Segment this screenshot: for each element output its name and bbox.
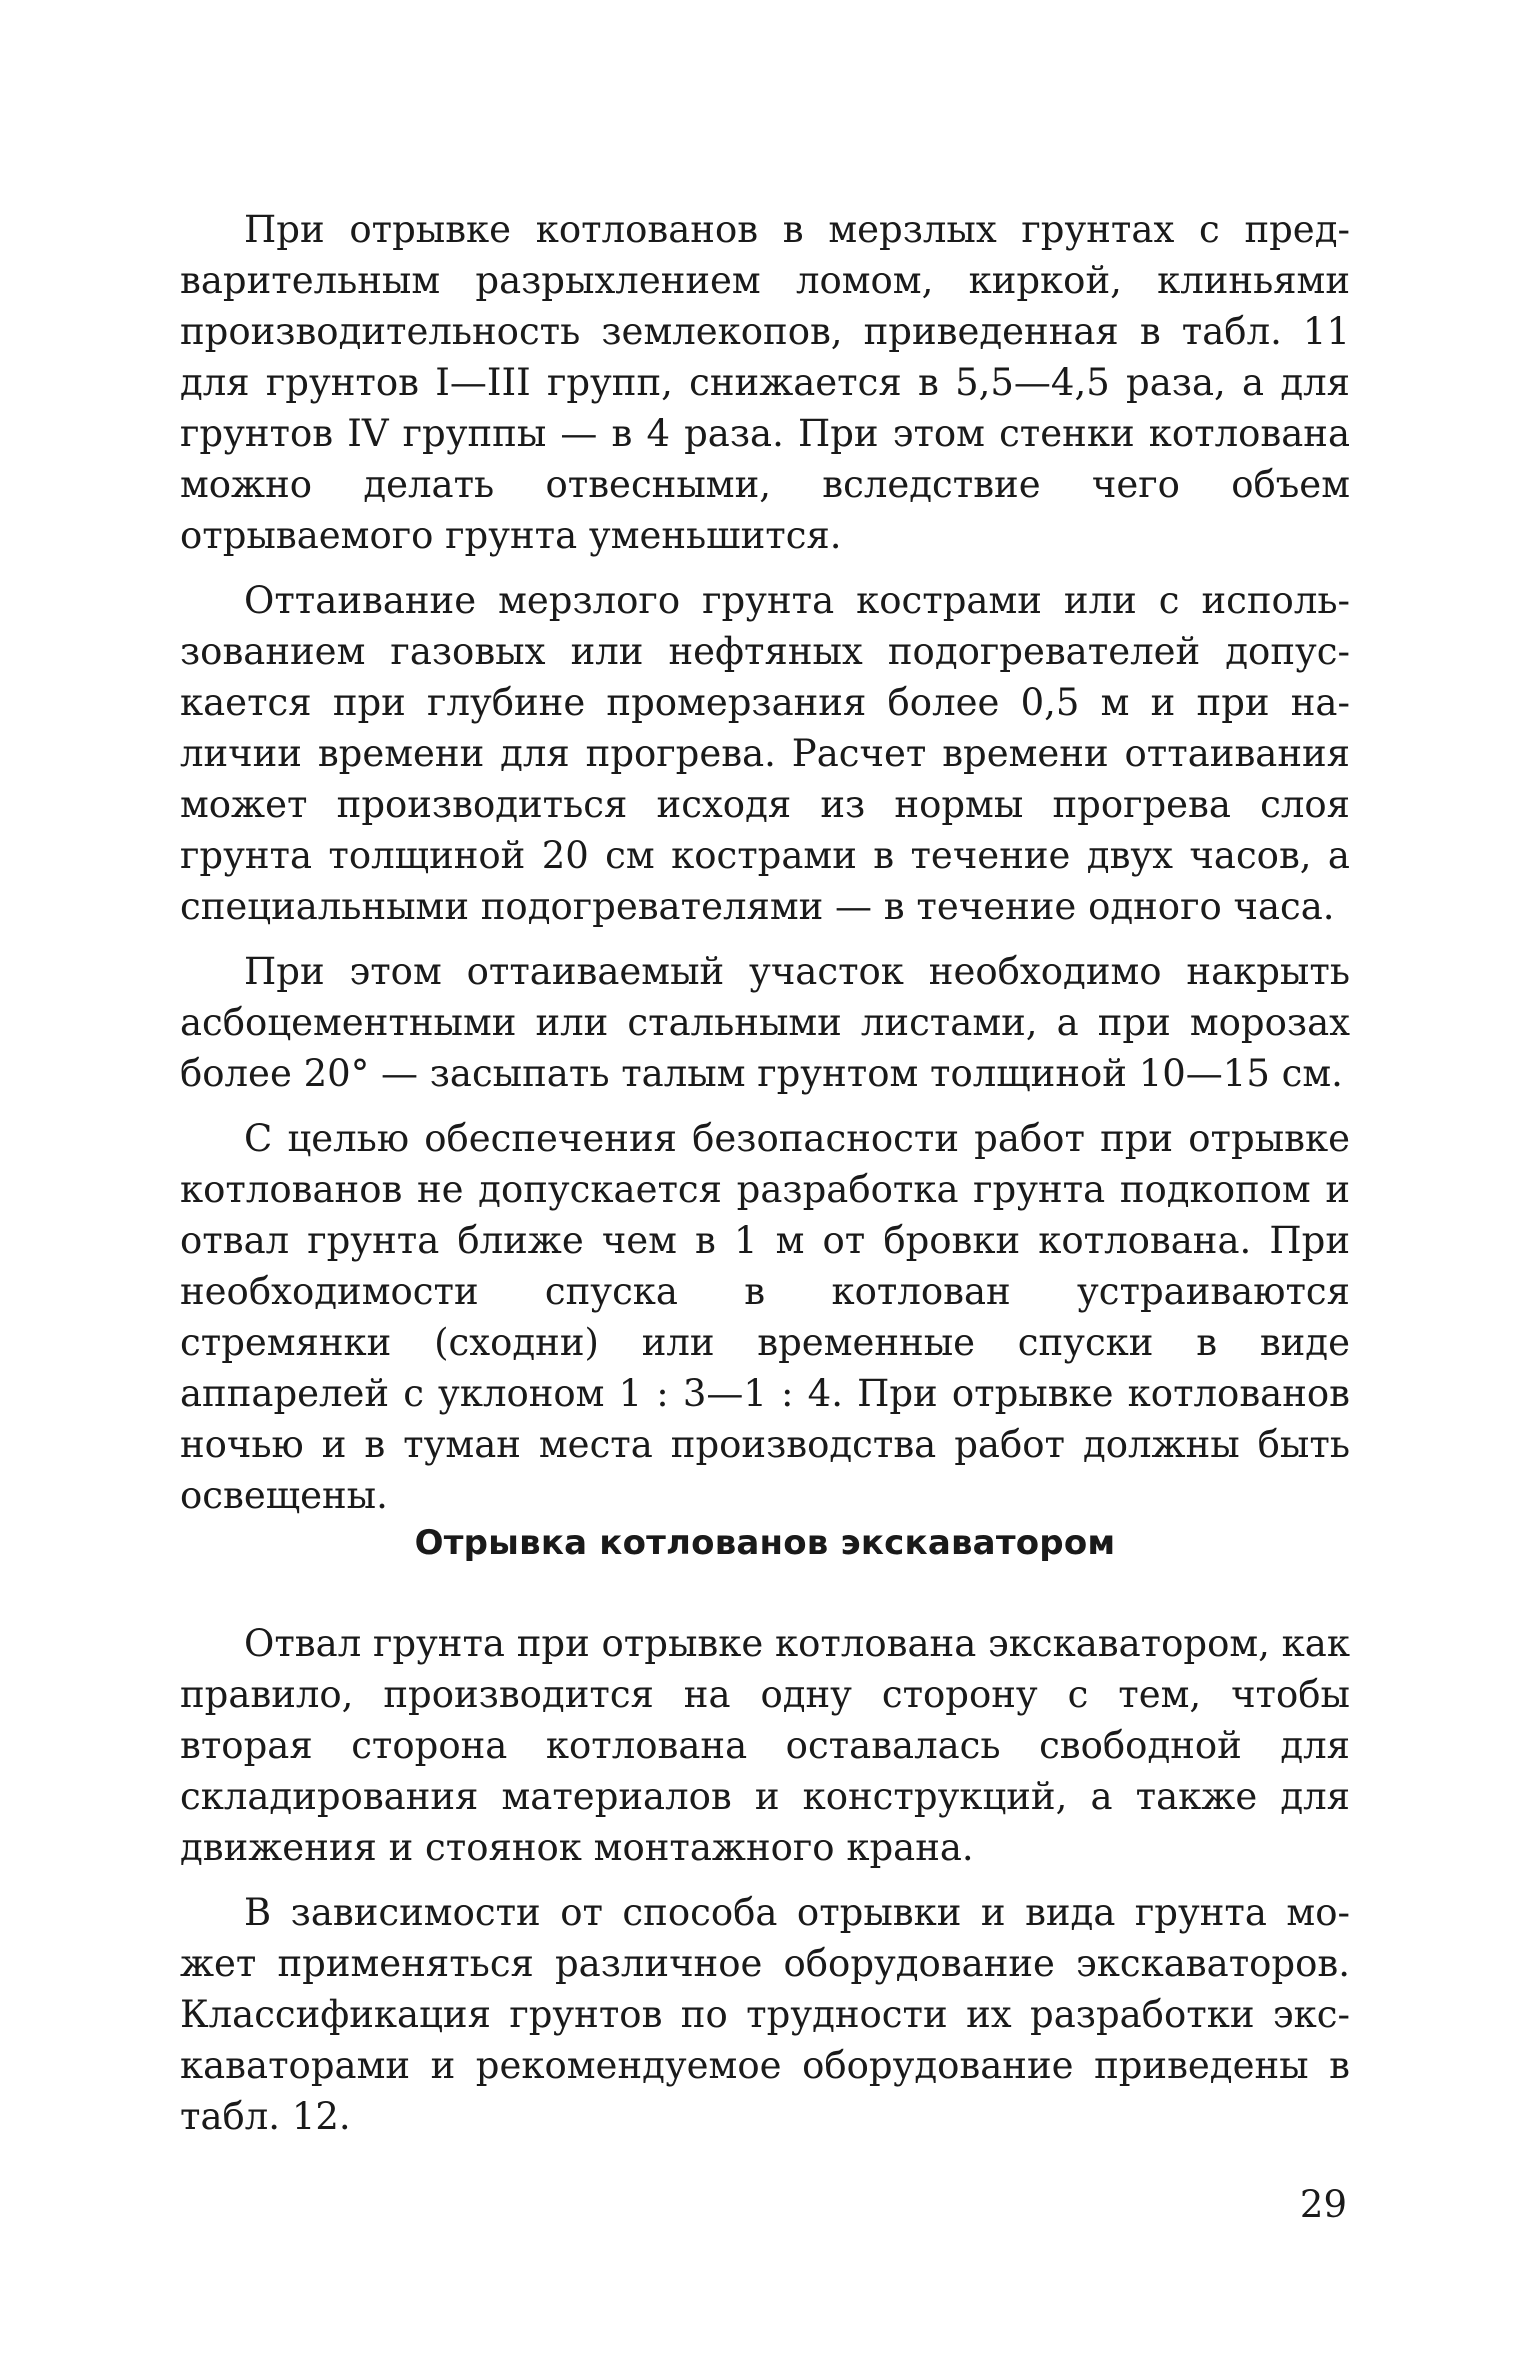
body-text-top <box>180 204 1350 1521</box>
page-number: 29 <box>1299 2183 1347 2226</box>
paragraph-thawing: Оттаивание мерзлого грунта кострами или с использованием газовых или нефтяных подогревателей допускается при глубине промерзания более 0,5 м и при наличии времени для прогрева. Расчет времени оттаивания может производиться исходя из нормы прогрева слоя грунта толщиной 20 см кострами в течение двух часов, а специальными подогревателями — в течение одного часа. <box>180 579 1350 928</box>
section-heading: Отрывка котлованов экскаватором <box>414 1523 1116 1563</box>
paragraph-covering: При этом оттаиваемый участок необходимо накрыть асбоцементными или стальными листами, а при морозах более 20° — засыпать талым грунтом толщиной 10—15 см. <box>180 950 1350 1095</box>
paragraph-frozen-soil-digging: При отрывке котлованов в мерзлых грунтах с предварительным разрыхлением ломом, киркой, клиньями производительность землекопов, приведенная в табл. 11 для грунтов I—III групп, снижается в 5,5—4,5 раза, а для грунтов IV группы — в 4 раза. При этом стенки котлована можно делать отвесными, вследствие чего объем отрываемого грунта уменьшится. <box>180 208 1350 557</box>
paragraph-equipment: В зависимости от способа отрывки и вида грунта может применяться различное оборудование экскаваторов. Классификация грунтов по трудности их разработки экскаваторами и рекомендуемое оборудование приведены в табл. 12. <box>180 1891 1350 2138</box>
paragraph-safety: С целью обеспечения безопасности работ при отрывке котлованов не допускается разработка грунта подкопом и отвал грунта ближе чем в 1 м от бровки котлована. При необходимости спуска в котлован устраиваются стремянки (сходни) или временные спуски в виде аппарелей с уклоном 1 : 3—1 : 4. При отрывке котлованов ночью и в туман места производства работ должны быть освещены. <box>180 1117 1350 1517</box>
paragraph-spoil-placement: Отвал грунта при отрывке котлована экскаватором, как правило, производится на одну сторону с тем, чтобы вторая сторона котлована оставалась свободной для складирования материалов и конструкций, а также для движения и стоянок монтажного крана. <box>180 1622 1350 1869</box>
body-text-bottom <box>180 1618 1350 2142</box>
